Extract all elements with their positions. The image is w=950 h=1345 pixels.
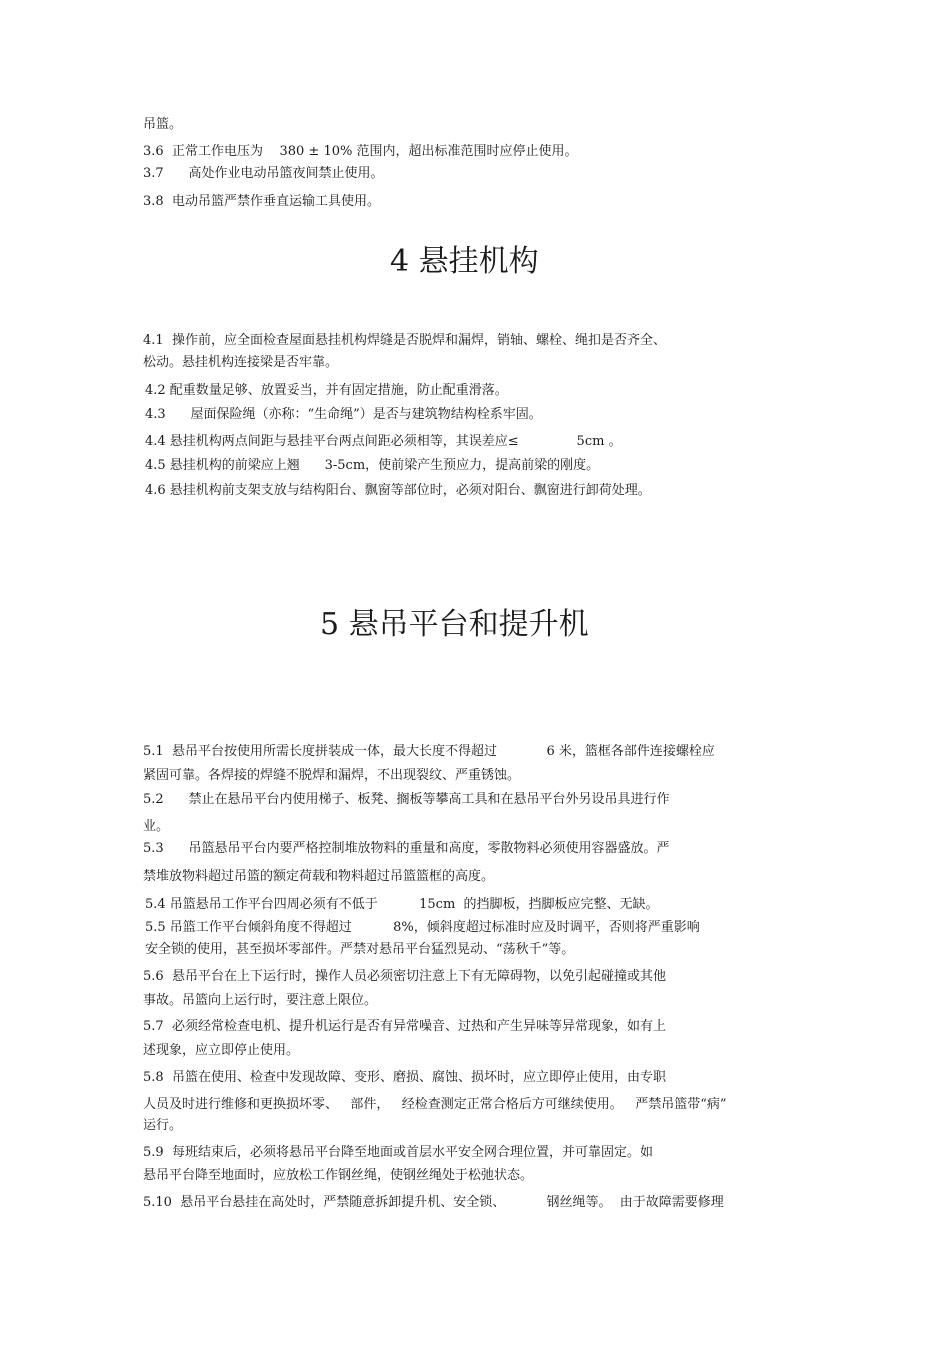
paragraph-line: 5.4 吊篮悬吊工作平台四周必须有不低于 15cm 的挡脚板，挡脚板应完整、无缺。: [145, 897, 659, 912]
paragraph-line: 3.8 电动吊篮严禁作垂直运输工具使用。: [143, 194, 380, 209]
paragraph-line: 5.1 悬吊平台按使用所需长度拼装成一体，最大长度不得超过 6 米，篮框各部件连接螺栓应: [143, 744, 715, 759]
paragraph-line: 紧固可靠。各焊接的焊缝不脱焊和漏焊，不出现裂纹、严重锈蚀。: [143, 768, 521, 783]
paragraph-line: 业。: [143, 819, 170, 834]
paragraph-line: 3.7 高处作业电动吊篮夜间禁止使用。: [143, 166, 384, 181]
paragraph-line: 5.3 吊篮悬吊平台内要严格控制堆放物料的重量和高度，零散物料必须使用容器盛放。严: [143, 841, 670, 856]
paragraph-line: 5.8 吊篮在使用、检查中发现故障、变形、磨损、腐蚀、损坏时，应立即停止使用，由专职: [143, 1070, 666, 1085]
section-heading: 4 悬挂机构: [390, 244, 539, 279]
paragraph-line: 5.7 必须经常检查电机、提升机运行是否有异常噪音、过热和产生异味等异常现象，如有上: [143, 1019, 666, 1034]
paragraph-line: 禁堆放物料超过吊篮的额定荷载和物料超过吊篮篮框的高度。: [143, 869, 495, 884]
paragraph-line: 5.10 悬吊平台悬挂在高处时，严禁随意拆卸提升机、安全锁、 钢丝绳等。 由于故障需要修理: [143, 1195, 724, 1210]
paragraph-line: 4.2 配重数量足够、放置妥当，并有固定措施，防止配重滑落。: [145, 383, 508, 398]
paragraph-line: 安全锁的使用，甚至损坏零部件。严禁对悬吊平台猛烈晃动、“荡秋千”等。: [145, 942, 575, 957]
paragraph-line: 悬吊平台降至地面时，应放松工作钢丝绳，使钢丝绳处于松弛状态。: [143, 1168, 534, 1183]
paragraph-line: 吊篮。: [143, 117, 183, 132]
paragraph-line: 4.6 悬挂机构前支架支放与结构阳台、飘窗等部位时，必须对阳台、飘窗进行卸荷处理。: [145, 483, 651, 498]
paragraph-line: 5.2 禁止在悬吊平台内使用梯子、板凳、搁板等攀高工具和在悬吊平台外另设吊具进行作: [143, 792, 670, 807]
paragraph-line: 运行。: [143, 1118, 183, 1133]
section-heading: 5 悬吊平台和提升机: [320, 607, 589, 642]
paragraph-line: 5.9 每班结束后，必须将悬吊平台降至地面或首层水平安全网合理位置，并可靠固定。如: [143, 1145, 653, 1160]
paragraph-line: 4.3 屋面保险绳（亦称：“生命绳”）是否与建筑物结构栓系牢固。: [145, 407, 542, 422]
paragraph-line: 述现象，应立即停止使用。: [143, 1043, 300, 1058]
paragraph-line: 4.5 悬挂机构的前梁应上翘 3-5cm，使前梁产生预应力，提高前梁的刚度。: [145, 458, 600, 473]
paragraph-line: 5.5 吊篮工作平台倾斜角度不得超过 8%，倾斜度超过标准时应及时调平，否则将严重影响: [145, 920, 700, 935]
paragraph-line: 3.6 正常工作电压为 380 ± 10% 范围内，超出标准范围时应停止使用。: [143, 144, 578, 159]
paragraph-line: 松动。悬挂机构连接梁是否牢靠。: [143, 355, 339, 370]
paragraph-line: 人员及时进行维修和更换损坏零、 部件， 经检查测定正常合格后方可继续使用。 严禁吊篮带“病”: [143, 1097, 727, 1112]
paragraph-line: 事故。吊篮向上运行时，要注意上限位。: [143, 993, 378, 1008]
paragraph-line: 4.1 操作前，应全面检查屋面悬挂机构焊缝是否脱焊和漏焊，销轴、螺栓、绳扣是否齐全、: [143, 333, 666, 348]
paragraph-line: 5.6 悬吊平台在上下运行时，操作人员必须密切注意上下有无障碍物，以免引起碰撞或其他: [143, 969, 666, 984]
paragraph-line: 4.4 悬挂机构两点间距与悬挂平台两点间距必须相等，其误差应≤ 5cm 。: [145, 434, 622, 449]
